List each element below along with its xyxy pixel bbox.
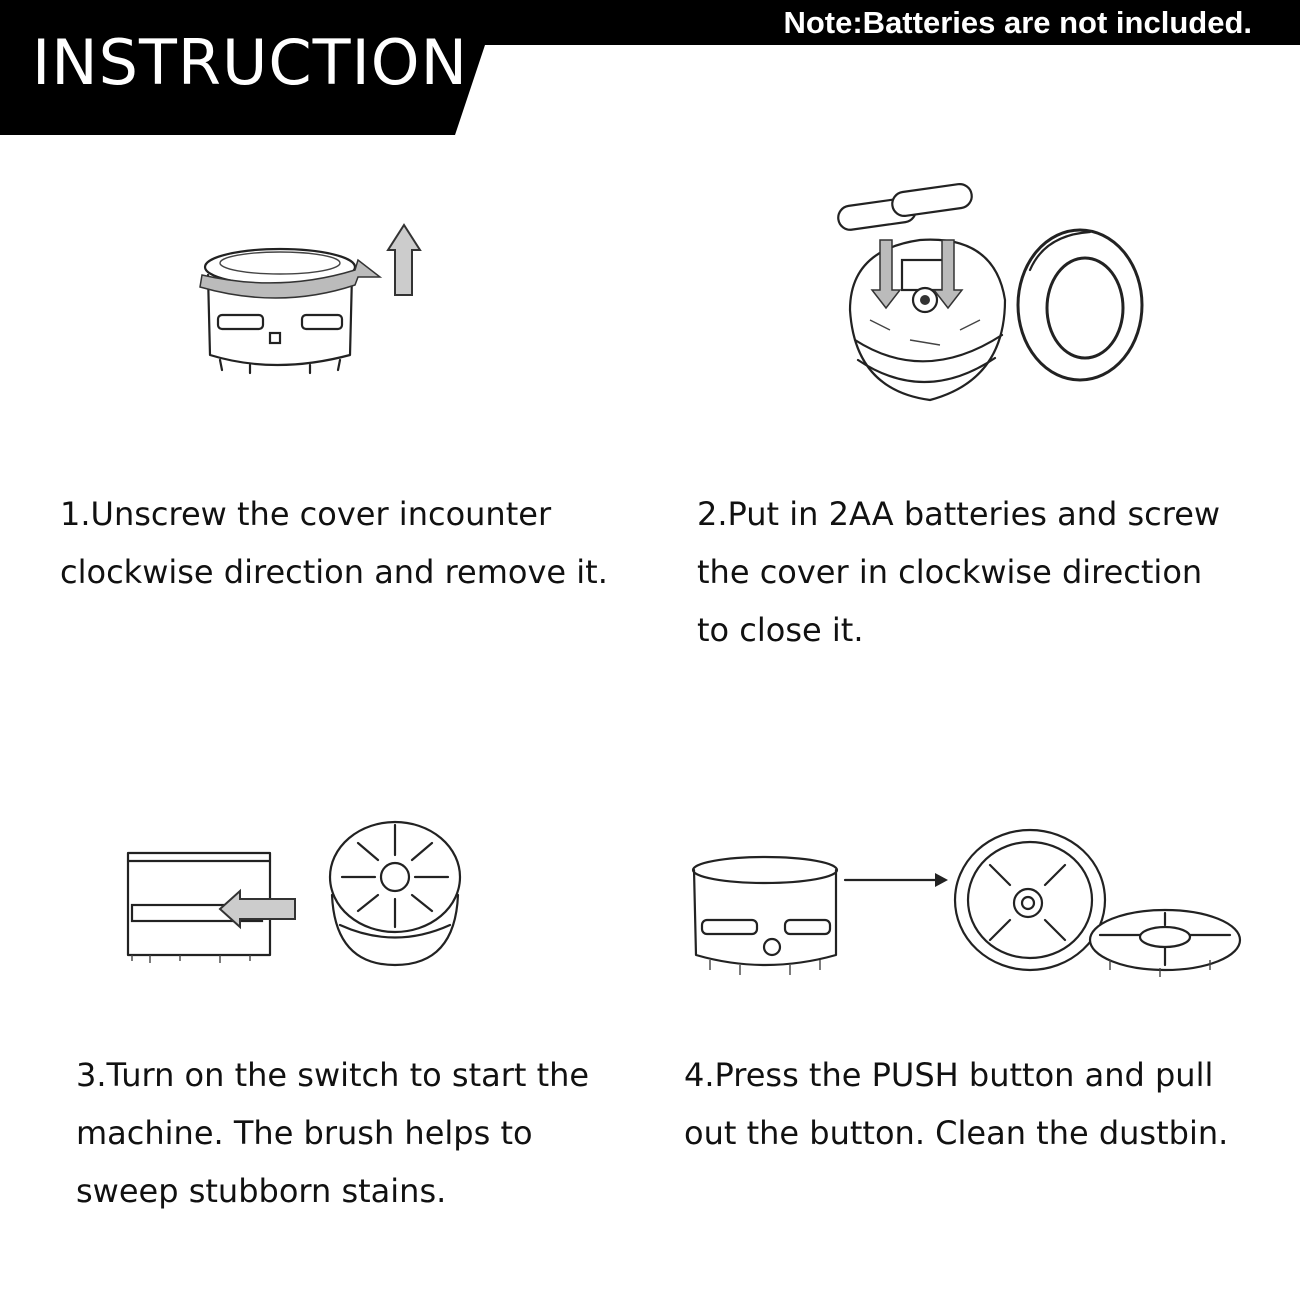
step-2-line: the cover in clockwise direction <box>697 553 1203 591</box>
power-switch-icon <box>120 815 480 975</box>
step-3-line: machine. The brush helps to <box>76 1114 533 1152</box>
step-4-line: out the button. Clean the dustbin. <box>684 1114 1229 1152</box>
step-2-line: to close it. <box>697 611 864 649</box>
step-1-text <box>60 485 608 601</box>
unscrew-cover-icon <box>190 215 430 385</box>
page-title: INSTRUCTION <box>32 26 468 99</box>
step-3-text <box>76 1046 589 1220</box>
step-2-line: 2.Put in 2AA batteries and screw <box>697 495 1221 533</box>
step-3-line: 3.Turn on the switch to start the <box>76 1056 590 1094</box>
step-3-line: sweep stubborn stains. <box>76 1172 447 1210</box>
step-2-text <box>697 485 1220 659</box>
step-4-text <box>684 1046 1228 1162</box>
batteries-note: Note:Batteries are not included. <box>783 5 1252 40</box>
insert-batteries-icon <box>830 180 1150 425</box>
step-1-line: 1.Unscrew the cover incounter <box>60 495 552 533</box>
step-1-line: clockwise direction and remove it. <box>60 553 608 591</box>
step-4-line: 4.Press the PUSH button and pull <box>684 1056 1214 1094</box>
empty-dustbin-icon <box>690 825 1250 990</box>
